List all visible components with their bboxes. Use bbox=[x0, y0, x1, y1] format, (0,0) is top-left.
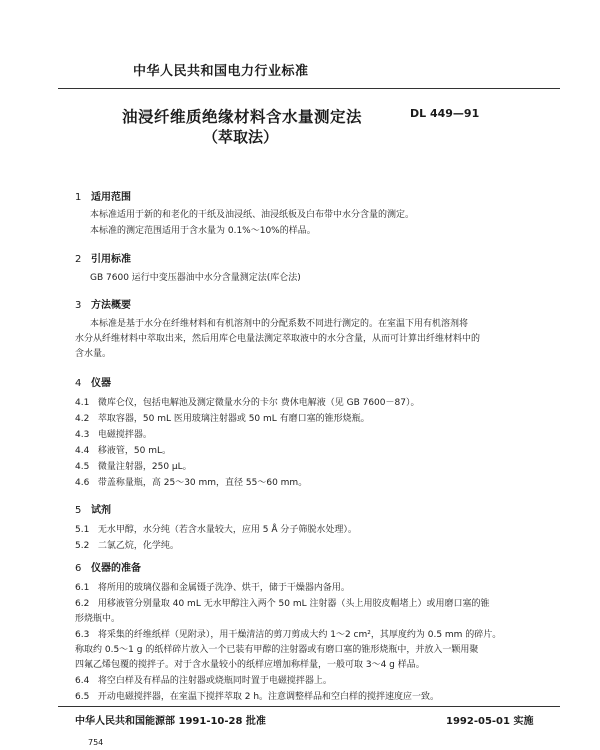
section-heading-3: 3 方法概要 bbox=[75, 300, 131, 311]
page-number: 754 bbox=[88, 738, 104, 747]
list-item: 4.1 微库仑仪，包括电解池及测定微量水分的卡尔 费休电解液（见 GB 7600－87）。 bbox=[75, 398, 420, 408]
list-item-continuation: 称取约 0.5～1 g 的纸样碎片放入一个已装有甲醇的注射器或有磨口塞的锥形烧瓶中，并放入一颗用聚 bbox=[75, 645, 479, 655]
list-item: 5.2 二氯乙烷，化学纯。 bbox=[75, 541, 179, 551]
standard-number: DL 449—91 bbox=[410, 107, 480, 120]
document-subtitle: （萃取法） bbox=[203, 128, 279, 146]
section-3-line: 水分从纤维材料中萃取出来，然后用库仑电量法测定萃取液中的水分含量，从而可计算出纤维材料中的 bbox=[75, 334, 481, 344]
approval-line: 中华人民共和国能源部 1991-10-28 批准 bbox=[75, 716, 266, 727]
list-item: 6.5 开动电磁搅拌器，在室温下搅拌萃取 2 h。注意调整样品和空白样的搅拌速度应一致。 bbox=[75, 692, 440, 702]
section-heading-1: 1 适用范围 bbox=[75, 192, 131, 203]
section-1-paragraph: 本标准适用于新的和老化的干纸及油浸纸、油浸纸板及白布带中水分含量的测定。 bbox=[90, 210, 415, 220]
list-item-continuation: 形烧瓶中。 bbox=[75, 614, 121, 624]
header-rule bbox=[58, 88, 560, 89]
section-heading-5: 5 试剂 bbox=[75, 505, 111, 516]
section-3-line: 含水量。 bbox=[75, 349, 112, 359]
issuing-agency: 中华人民共和国电力行业标准 bbox=[133, 64, 309, 79]
section-heading-4: 4 仪器 bbox=[75, 378, 111, 389]
list-item: 5.1 无水甲醇，水分纯（若含水量较大，应用 5 Å 分子筛脱水处理）。 bbox=[75, 525, 357, 535]
list-item: 4.4 移液管，50 mL。 bbox=[75, 446, 171, 456]
document-title: 油浸纤维质绝缘材料含水量测定法 bbox=[122, 108, 363, 126]
list-item: 6.4 将空白样及有样品的注射器或烧瓶同时置于电磁搅拌器上。 bbox=[75, 676, 332, 686]
section-3-line: 本标准是基于水分在纤维材料和有机溶剂中的分配系数不同进行测定的。在室温下用有机溶剂将 bbox=[90, 319, 469, 329]
footer-rule bbox=[58, 706, 560, 707]
list-item: 4.2 萃取容器，50 mL 医用玻璃注射器或 50 mL 有磨口塞的锥形烧瓶。 bbox=[75, 414, 370, 424]
section-2-paragraph: GB 7600 运行中变压器油中水分含量测定法(库仑法) bbox=[90, 273, 301, 283]
section-heading-2: 2 引用标准 bbox=[75, 254, 131, 265]
section-heading-6: 6 仪器的准备 bbox=[75, 563, 141, 574]
effective-date: 1992-05-01 实施 bbox=[446, 716, 534, 727]
list-item: 4.5 微量注射器，250 μL。 bbox=[75, 462, 192, 472]
list-item-continuation: 四氟乙烯包覆的搅拌子。对于含水量较小的纸样应增加称样量，一般可取 3～4 g 样品。 bbox=[75, 660, 425, 670]
list-item: 4.3 电磁搅拌器。 bbox=[75, 430, 152, 440]
section-1-paragraph: 本标准的测定范围适用于含水量为 0.1%～10%的样品。 bbox=[90, 226, 316, 236]
list-item: 6.1 将所用的玻璃仪器和金属镊子洗净、烘干，储于干燥器内备用。 bbox=[75, 583, 350, 593]
list-item: 6.3 将采集的纤维纸样（见附录），用干燥清洁的剪刀剪成大约 1～2 cm²，其厚度约为 0.5 mm 的碎片。 bbox=[75, 630, 502, 640]
list-item: 6.2 用移液管分别量取 40 mL 无水甲醇注入两个 50 mL 注射器（头上用胶皮帽堵上）或用磨口塞的锥 bbox=[75, 599, 490, 609]
list-item: 4.6 带盖称量瓶，高 25～30 mm，直径 55～60 mm。 bbox=[75, 478, 308, 488]
